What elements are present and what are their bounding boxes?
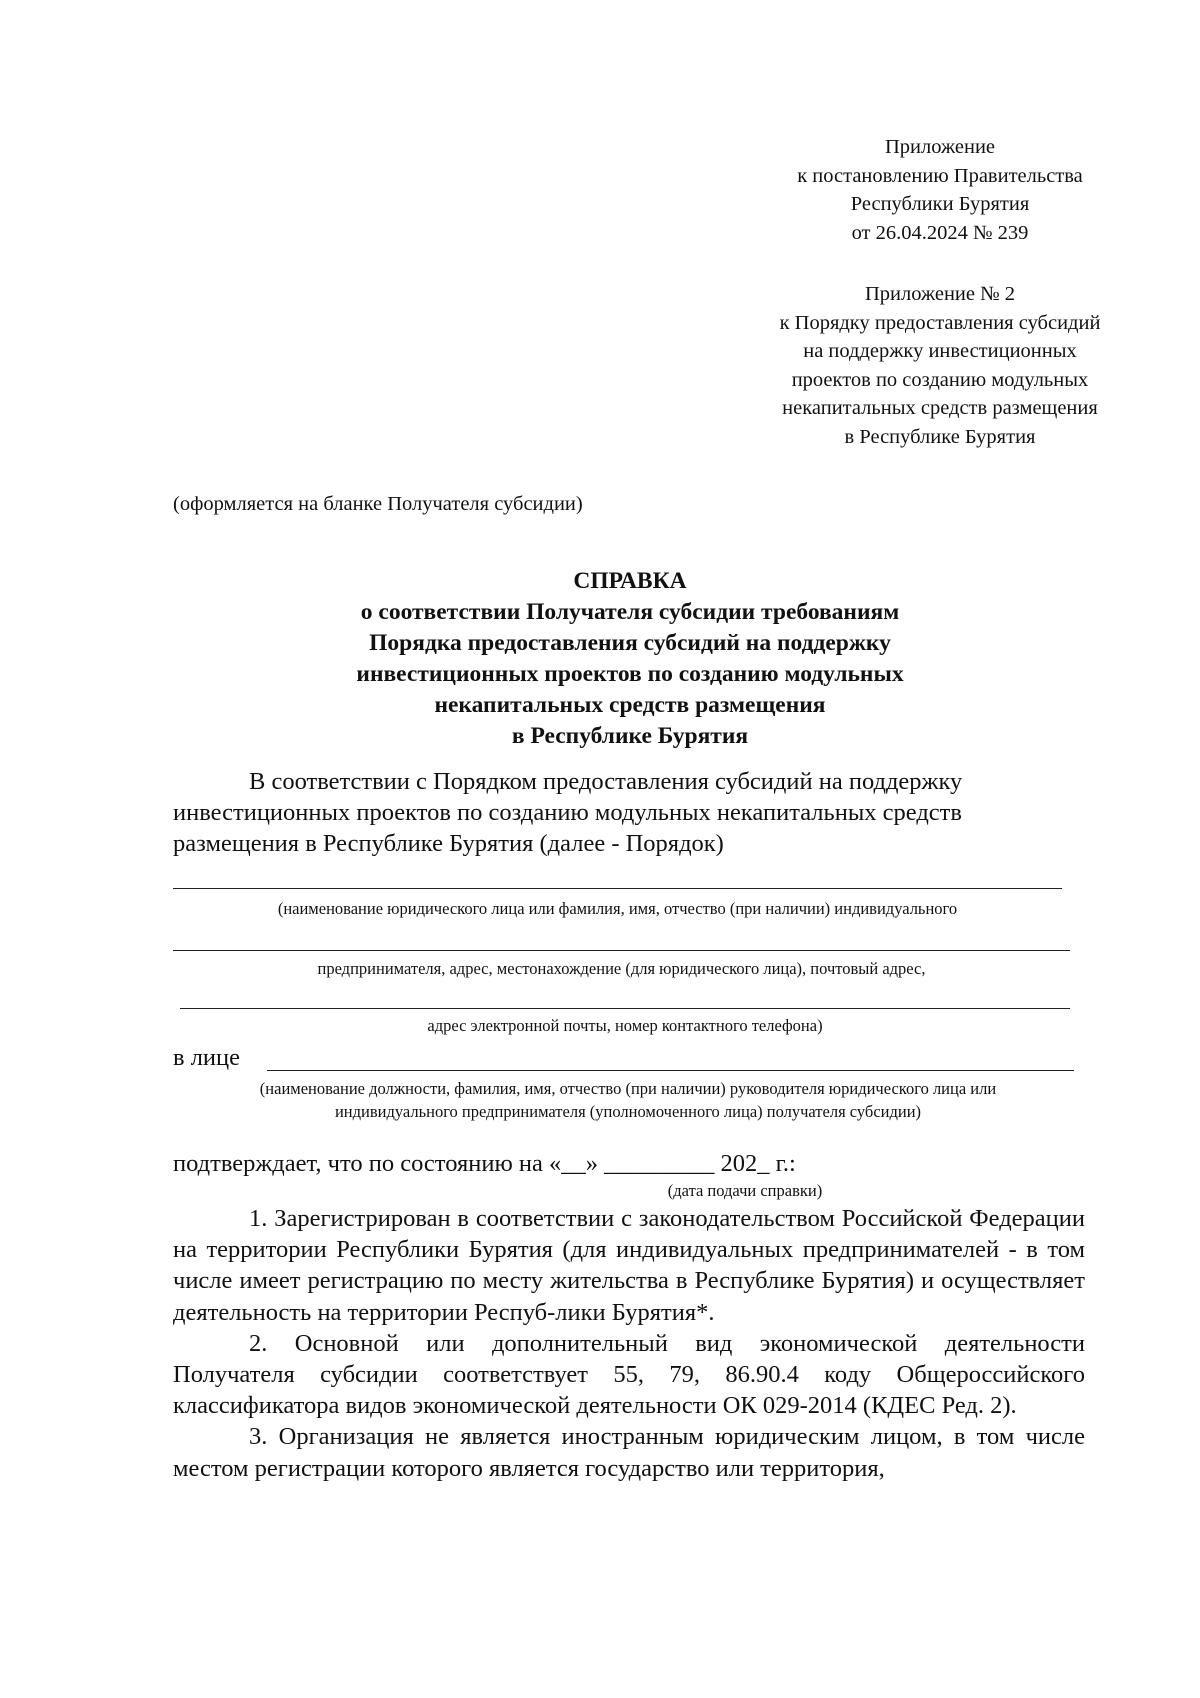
item-text: 3. Организация не является иностранным юридическим лицом, в том [249,1423,1015,1451]
in-person-label: в лице [173,1044,241,1071]
intro-line: В соответствии с Порядком предоставления субсидий на поддержку [249,768,963,795]
appendix-line: Приложение № 2 [864,283,1016,305]
applicant-caption: предпринимателя, адрес, местонахождение (для юридического лица), почтовый адрес, [317,959,926,978]
item-paragraph [173,1328,1085,1422]
appendix-line: проектов по созданию модульных [791,368,1089,391]
appendix-line: к Порядку предоставления субсидий [779,311,1101,334]
title-heading: СПРАВКА [573,568,687,594]
applicant-fill-line[interactable] [180,1008,1070,1009]
representative-caption: индивидуального предпринимателя (уполномоченного лица) получателя субсидии) [334,1102,922,1121]
date-caption: (дата подачи справки) [667,1181,823,1200]
appendix-line: Приложение [884,136,996,158]
item-paragraph [173,1421,1085,1483]
representative-caption: (наименование должности, фамилия, имя, отчество (при наличии) руководителя юридического лица или [259,1079,997,1098]
item-text: Получателя субсидии соответствует 55, 79, 86.90.4 коду Общероссийского классификатора видов экономической деятельности ОК 029-2014 (КДЕС Ред. 2). [173,1361,1085,1420]
appendix-header [600,133,1200,247]
blank-note: (оформляется на бланке Получателя субсидии) [173,493,583,515]
item-text: 1. Зарегистрирован в соответствии с законодательством Российской [249,1205,963,1232]
items-list [173,1203,1085,1484]
appendix-line: некапитальных средств размещения [782,397,1098,419]
applicant-fill-line[interactable] [173,950,1070,951]
item-text: 2. Основной или дополнительный вид экономической деятельности [249,1329,1085,1357]
title-line: о соответствии Получателя субсидии требованиям [360,599,900,625]
item-paragraph [173,1203,1085,1328]
appendix-line: к постановлению Правительства [797,164,1083,187]
applicant-caption: (наименование юридического лица или фамилия, имя, отчество (при наличии) индивидуального [277,899,958,918]
title-line: Порядка предоставления субсидий на поддержку [369,630,891,656]
title-line: некапитальных средств размещения [434,692,826,718]
applicant-caption: адрес электронной почты, номер контактного телефона) [427,1016,823,1035]
title-line: инвестиционных проектов по созданию модульных [356,661,904,687]
representative-fill-line[interactable] [267,1070,1074,1071]
applicant-fill-line[interactable] [173,888,1062,889]
confirms-line: подтверждает, что по состоянию на «__» _________ 202_ г.: [173,1150,796,1177]
item-text: числе местом регистрации которого является государство или территория, [173,1423,1085,1482]
intro-line: инвестиционных проектов по созданию модульных некапитальных средств [173,799,962,827]
appendix-line: в Республике Бурятия [844,425,1036,448]
item-text: Федерации на территории Республики Бурятия (для индивидуальных предпринимателей - в том числе имеет регистрацию по месту жительства в Республике Бурятия) и осуществляет деятельность на территории Респуб-лики Бурятия*. [173,1205,1085,1326]
appendix-line: Республики Бурятия [850,193,1030,215]
appendix-line: на поддержку инвестиционных [803,340,1077,362]
title-line: в Республике Бурятия [511,723,749,749]
document-title [180,566,1080,752]
appendix-line: от 26.04.2024 № 239 [851,221,1029,244]
intro-line: размещения в Республике Бурятия (далее - Порядок) [173,830,724,858]
appendix-2-header [600,280,1200,451]
intro-paragraph [173,766,1085,860]
